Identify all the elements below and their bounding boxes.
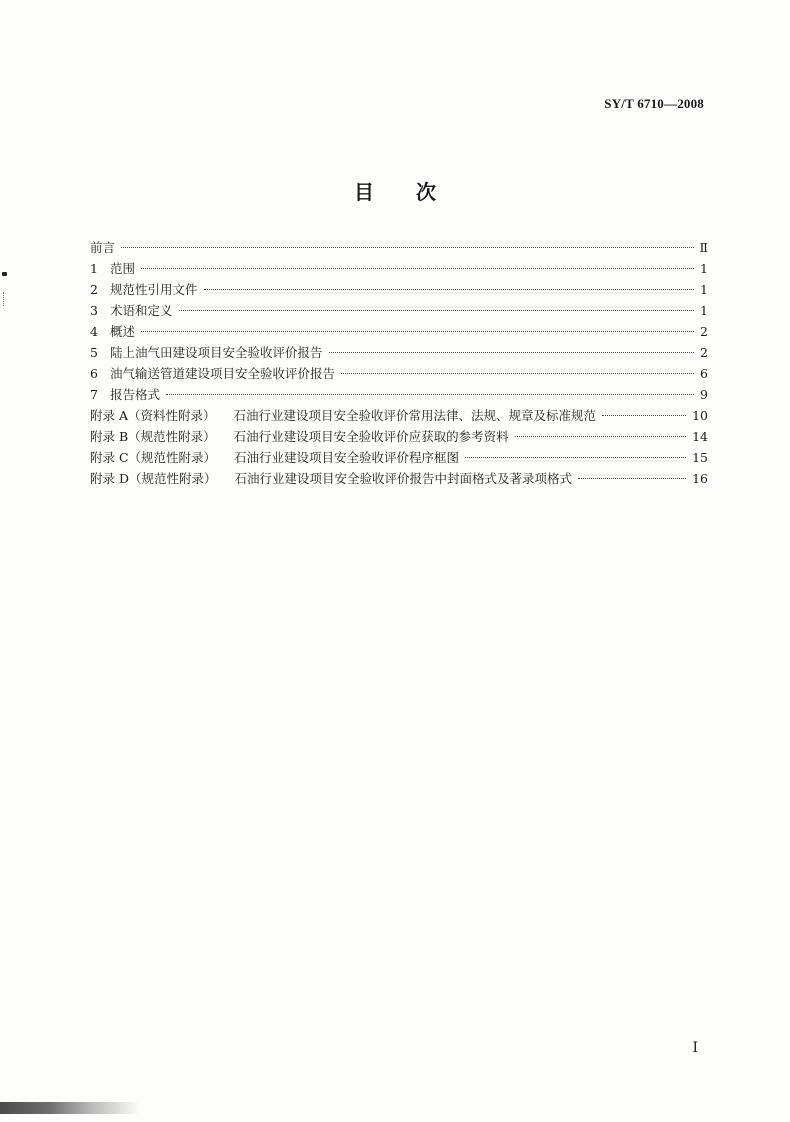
annex-page: 15 [692, 450, 708, 465]
toc-title [0, 176, 790, 205]
toc-entry-2[interactable] [90, 279, 708, 300]
toc-entry-6[interactable] [90, 363, 708, 384]
leader-dots [204, 289, 694, 290]
page-number: I [692, 1040, 698, 1056]
toc-entry-number: 6 [90, 366, 98, 381]
toc-entry-7[interactable] [90, 384, 708, 405]
toc-annex-a[interactable] [90, 405, 708, 426]
leader-dots [329, 352, 694, 353]
toc-entry-number: 4 [90, 324, 98, 339]
leader-dots [465, 457, 686, 458]
toc-annex-d[interactable] [90, 468, 708, 489]
toc-entry-text: 概述 [110, 324, 136, 339]
scan-smudge [0, 1102, 140, 1114]
annex-page: 10 [692, 408, 708, 423]
annex-text: 石油行业建设项目安全验收评价报告中封面格式及著录项格式 [234, 471, 573, 486]
leader-dots [141, 331, 694, 332]
toc-entry-text: 规范性引用文件 [110, 282, 198, 297]
annex-label: 附录 C（规范性附录） [90, 450, 217, 465]
toc-title-char-2: 次 [416, 180, 436, 204]
toc-entry-text: 术语和定义 [110, 303, 173, 318]
toc-entry-1[interactable] [90, 258, 708, 279]
toc-entry-page: 2 [700, 324, 708, 339]
leader-dots [166, 394, 694, 395]
toc-entry-text: 报告格式 [110, 387, 161, 402]
toc-entry-page: Ⅱ [699, 240, 708, 255]
toc-entry-number: 7 [90, 387, 98, 402]
toc-entry-3[interactable] [90, 300, 708, 321]
toc-entry-page: 6 [700, 366, 708, 381]
leader-dots [578, 478, 686, 479]
toc-entry-text: 陆上油气田建设项目安全验收评价报告 [110, 345, 323, 360]
annex-label: 附录 D（规范性附录） [90, 471, 217, 486]
toc-entry-number: 5 [90, 345, 98, 360]
annex-label: 附录 A（资料性附录） [90, 408, 216, 423]
leader-dots [602, 415, 686, 416]
toc-entry-text: 范围 [110, 261, 136, 276]
annex-label: 附录 B（规范性附录） [90, 429, 216, 444]
standard-number: SY/T 6710—2008 [604, 96, 704, 111]
toc-title-char-1: 目 [354, 180, 374, 204]
scan-mark [3, 292, 7, 306]
toc-entry-number: 1 [90, 261, 98, 276]
leader-dots [121, 247, 693, 248]
toc-entry-page: 1 [700, 282, 708, 297]
toc-entry-4[interactable] [90, 321, 708, 342]
toc-annex-b[interactable] [90, 426, 708, 447]
leader-dots [179, 310, 694, 311]
leader-dots [515, 436, 686, 437]
toc-entry-text: 前言 [90, 240, 116, 255]
toc-annex-c[interactable] [90, 447, 708, 468]
annex-page: 14 [692, 429, 708, 444]
annex-page: 16 [692, 471, 708, 486]
annex-text: 石油行业建设项目安全验收评价应获取的参考资料 [233, 429, 509, 444]
toc-entry-page: 1 [700, 303, 708, 318]
toc-list [90, 237, 708, 489]
toc-entry-page: 2 [700, 345, 708, 360]
toc-entry-5[interactable] [90, 342, 708, 363]
toc-entry-number: 3 [90, 303, 98, 318]
leader-dots [141, 268, 694, 269]
annex-text: 石油行业建设项目安全验收评价常用法律、法规、规章及标准规范 [233, 408, 597, 423]
leader-dots [341, 373, 694, 374]
toc-entry-page: 1 [700, 261, 708, 276]
toc-entry-text: 油气输送管道建设项目安全验收评价报告 [110, 366, 336, 381]
toc-entry-foreword[interactable] [90, 237, 708, 258]
annex-text: 石油行业建设项目安全验收评价程序框图 [234, 450, 460, 465]
toc-entry-page: 9 [700, 387, 708, 402]
scan-mark [2, 272, 7, 276]
toc-entry-number: 2 [90, 282, 98, 297]
